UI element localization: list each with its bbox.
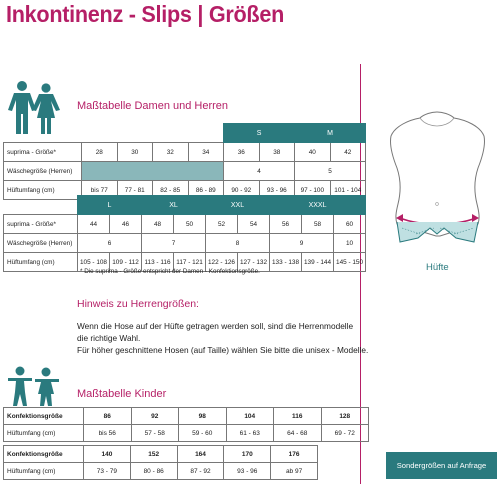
table-row: Wäschegröße (Herren) 6 7 8 9 10	[4, 234, 366, 253]
group-header-xxxl: XXXL	[270, 196, 366, 215]
kids-size-table-1	[3, 407, 369, 442]
footnote: * Die suprima - Größe entspricht der Damen - Konfektionsgröße.	[80, 268, 260, 275]
torso-hip-measure-icon	[380, 110, 495, 260]
table-row: suprima - Größe* 44 46 48 50 52 54 56 58 60	[4, 215, 366, 234]
children-icon	[4, 366, 64, 408]
group-header-m: M	[295, 124, 366, 143]
group-header-xl: XL	[142, 196, 206, 215]
adults-section-title: Maßtabelle Damen und Herren	[77, 100, 229, 112]
adults-size-table-2	[3, 195, 366, 272]
hint-text: Wenn die Hose auf der Hüfte getragen werden soll, sind die Herrenmodelle die richtige Wahl. Für höher geschnittene Hosen (auf Taille) wählen Sie bitte die unisex - Modelle.	[77, 321, 369, 355]
table-row: Konfektionsgröße 86 92 98 104 116 128	[4, 408, 369, 425]
kids-section-title: Maßtabelle Kinder	[77, 388, 167, 400]
hint-title: Hinweis zu Herrengrößen:	[77, 298, 199, 310]
table-row: Hüftumfang (cm) bis 77 77 - 81 82 - 85 86 - 89 90 - 92 93 - 96 97 - 100 101 - 104	[4, 181, 366, 200]
table-row: Hüftumfang (cm) bis 56 57 - 58 59 - 60 61 - 63 64 - 68 69 - 72	[4, 425, 369, 442]
table-row: Wäschegröße (Herren) 4 5	[4, 162, 366, 181]
group-header-l: L	[78, 196, 142, 215]
adults-size-table-1	[3, 123, 366, 200]
special-sizes-badge: Sondergrößen auf Anfrage	[386, 452, 497, 479]
group-header-xxl: XXL	[206, 196, 270, 215]
group-header-s: S	[224, 124, 295, 143]
figure-caption: Hüfte	[426, 262, 449, 273]
table-row: suprima - Größe* 28 30 32 34 36 38 40 42	[4, 143, 366, 162]
table-row: Hüftumfang (cm) 105 - 108 109 - 112 113 - 116 117 - 121 122 - 126 127 - 132 133 - 138 139 - 144 145 - 150	[4, 253, 366, 272]
table-row: Konfektionsgröße 140 152 164 170 176	[4, 446, 318, 463]
table-row: Hüftumfang (cm) 73 - 79 80 - 86 87 - 92 93 - 96 ab 97	[4, 463, 318, 480]
kids-size-table-2	[3, 445, 318, 480]
page-title: Inkontinenz - Slips | Größen	[6, 1, 285, 27]
